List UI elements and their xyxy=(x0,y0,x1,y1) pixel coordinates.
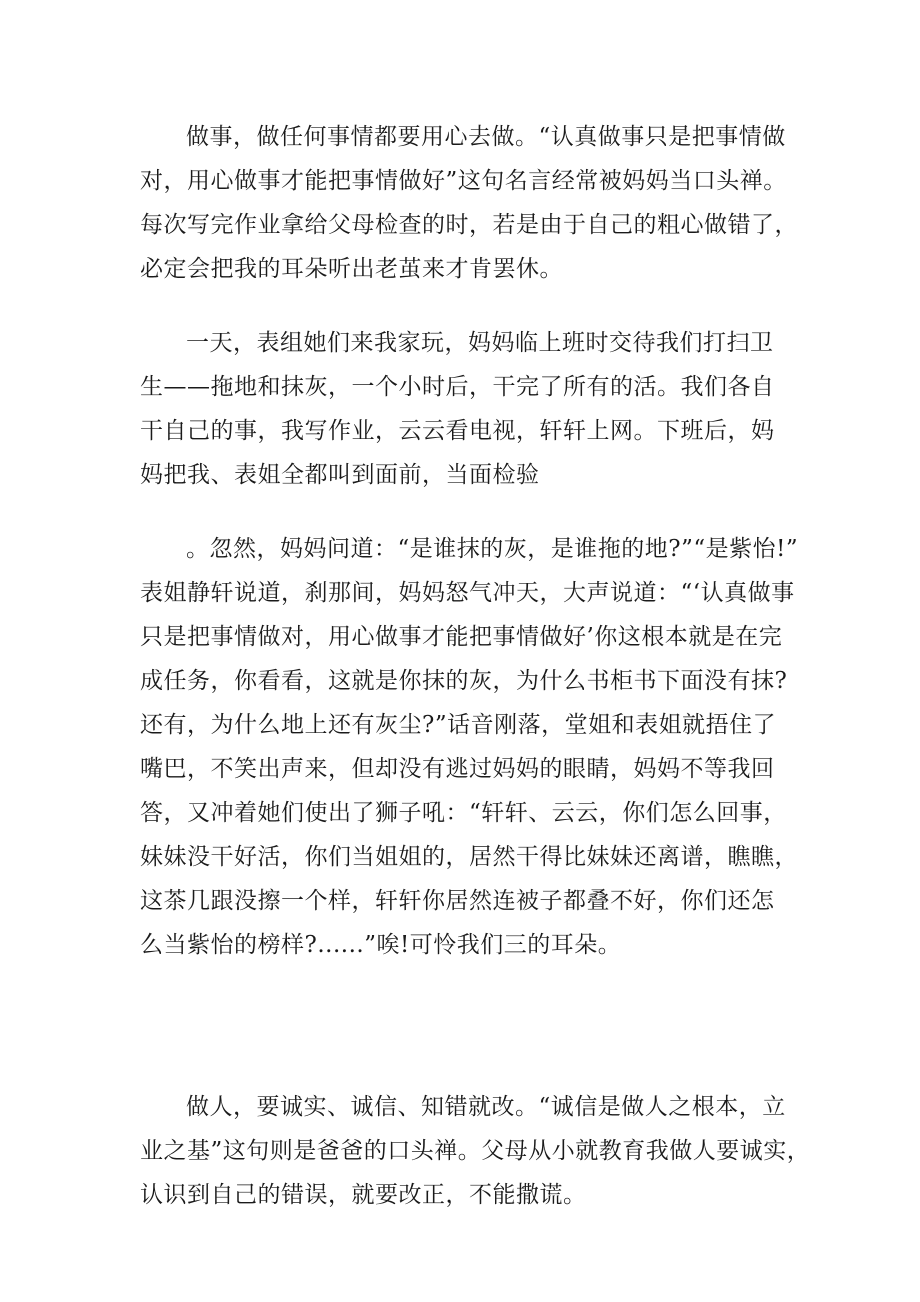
paragraph-line: 嘴巴，不笑出声来，但却没有逃过妈妈的眼睛，妈妈不等我回 xyxy=(140,756,775,782)
paragraph-line: 么当紫怡的榜样?......”唉!可怜我们三的耳朵。 xyxy=(140,932,622,958)
paragraph-line: 表姐静轩说道，刹那间，妈妈怒气冲天，大声说道：“‘认真做事 xyxy=(140,580,795,606)
paragraph-line: 这茶几跟没擦一个样，轩轩你居然连被子都叠不好，你们还怎 xyxy=(140,888,775,914)
paragraph-1 xyxy=(140,115,798,291)
paragraph-line: 一天，表组她们来我家玩，妈妈临上班时交待我们打扫卫 xyxy=(186,330,774,356)
paragraph-line: 认识到自己的错误，就要改正，不能撒谎。 xyxy=(140,1182,587,1208)
paragraph-line: 生——拖地和抹灰，一个小时后，干完了所有的活。我们各自 xyxy=(140,374,775,400)
paragraph-2 xyxy=(140,321,782,497)
paragraph-line: 妹妹没干好活，你们当姐姐的，居然干得比妹妹还离谱，瞧瞧， xyxy=(140,844,798,870)
paragraph-line: 还有，为什么地上还有灰尘?”话音刚落，堂姐和表姐就捂住了 xyxy=(140,712,777,738)
paragraph-4 xyxy=(140,1085,811,1217)
paragraph-line: 必定会把我的耳朵听出老茧来才肯罢休。 xyxy=(140,256,563,282)
paragraph-line: 干自己的事，我写作业，云云看电视，轩轩上网。下班后，妈 xyxy=(140,418,775,444)
paragraph-line: 做事，做任何事情都要用心去做。“认真做事只是把事情做 xyxy=(186,124,786,150)
paragraph-line: 。忽然，妈妈问道：“是谁抹的灰，是谁拖的地?”“是紫怡!” xyxy=(186,536,799,562)
paragraph-line: 业之基”这句则是爸爸的口头禅。父母从小就教育我做人要诚实， xyxy=(140,1138,811,1164)
paragraph-line: 答，又冲着她们使出了狮子吼：“轩轩、云云，你们怎么回事， xyxy=(140,800,787,826)
paragraph-line: 成任务，你看看，这就是你抹的灰，为什么书柜书下面没有抹? xyxy=(140,668,788,694)
paragraph-line: 只是把事情做对，用心做事才能把事情做好’你这根本就是在完 xyxy=(140,624,783,650)
paragraph-line: 妈把我、表姐全都叫到面前，当面检验 xyxy=(140,462,540,488)
paragraph-line: 每次写完作业拿给父母检查的时，若是由于自己的粗心做错了， xyxy=(140,212,798,238)
paragraph-line: 对，用心做事才能把事情做好”这句名言经常被妈妈当口头禅。 xyxy=(140,168,787,194)
paragraph-line: 做人，要诚实、诚信、知错就改。“诚信是做人之根本，立 xyxy=(186,1094,786,1120)
paragraph-3 xyxy=(140,527,799,967)
